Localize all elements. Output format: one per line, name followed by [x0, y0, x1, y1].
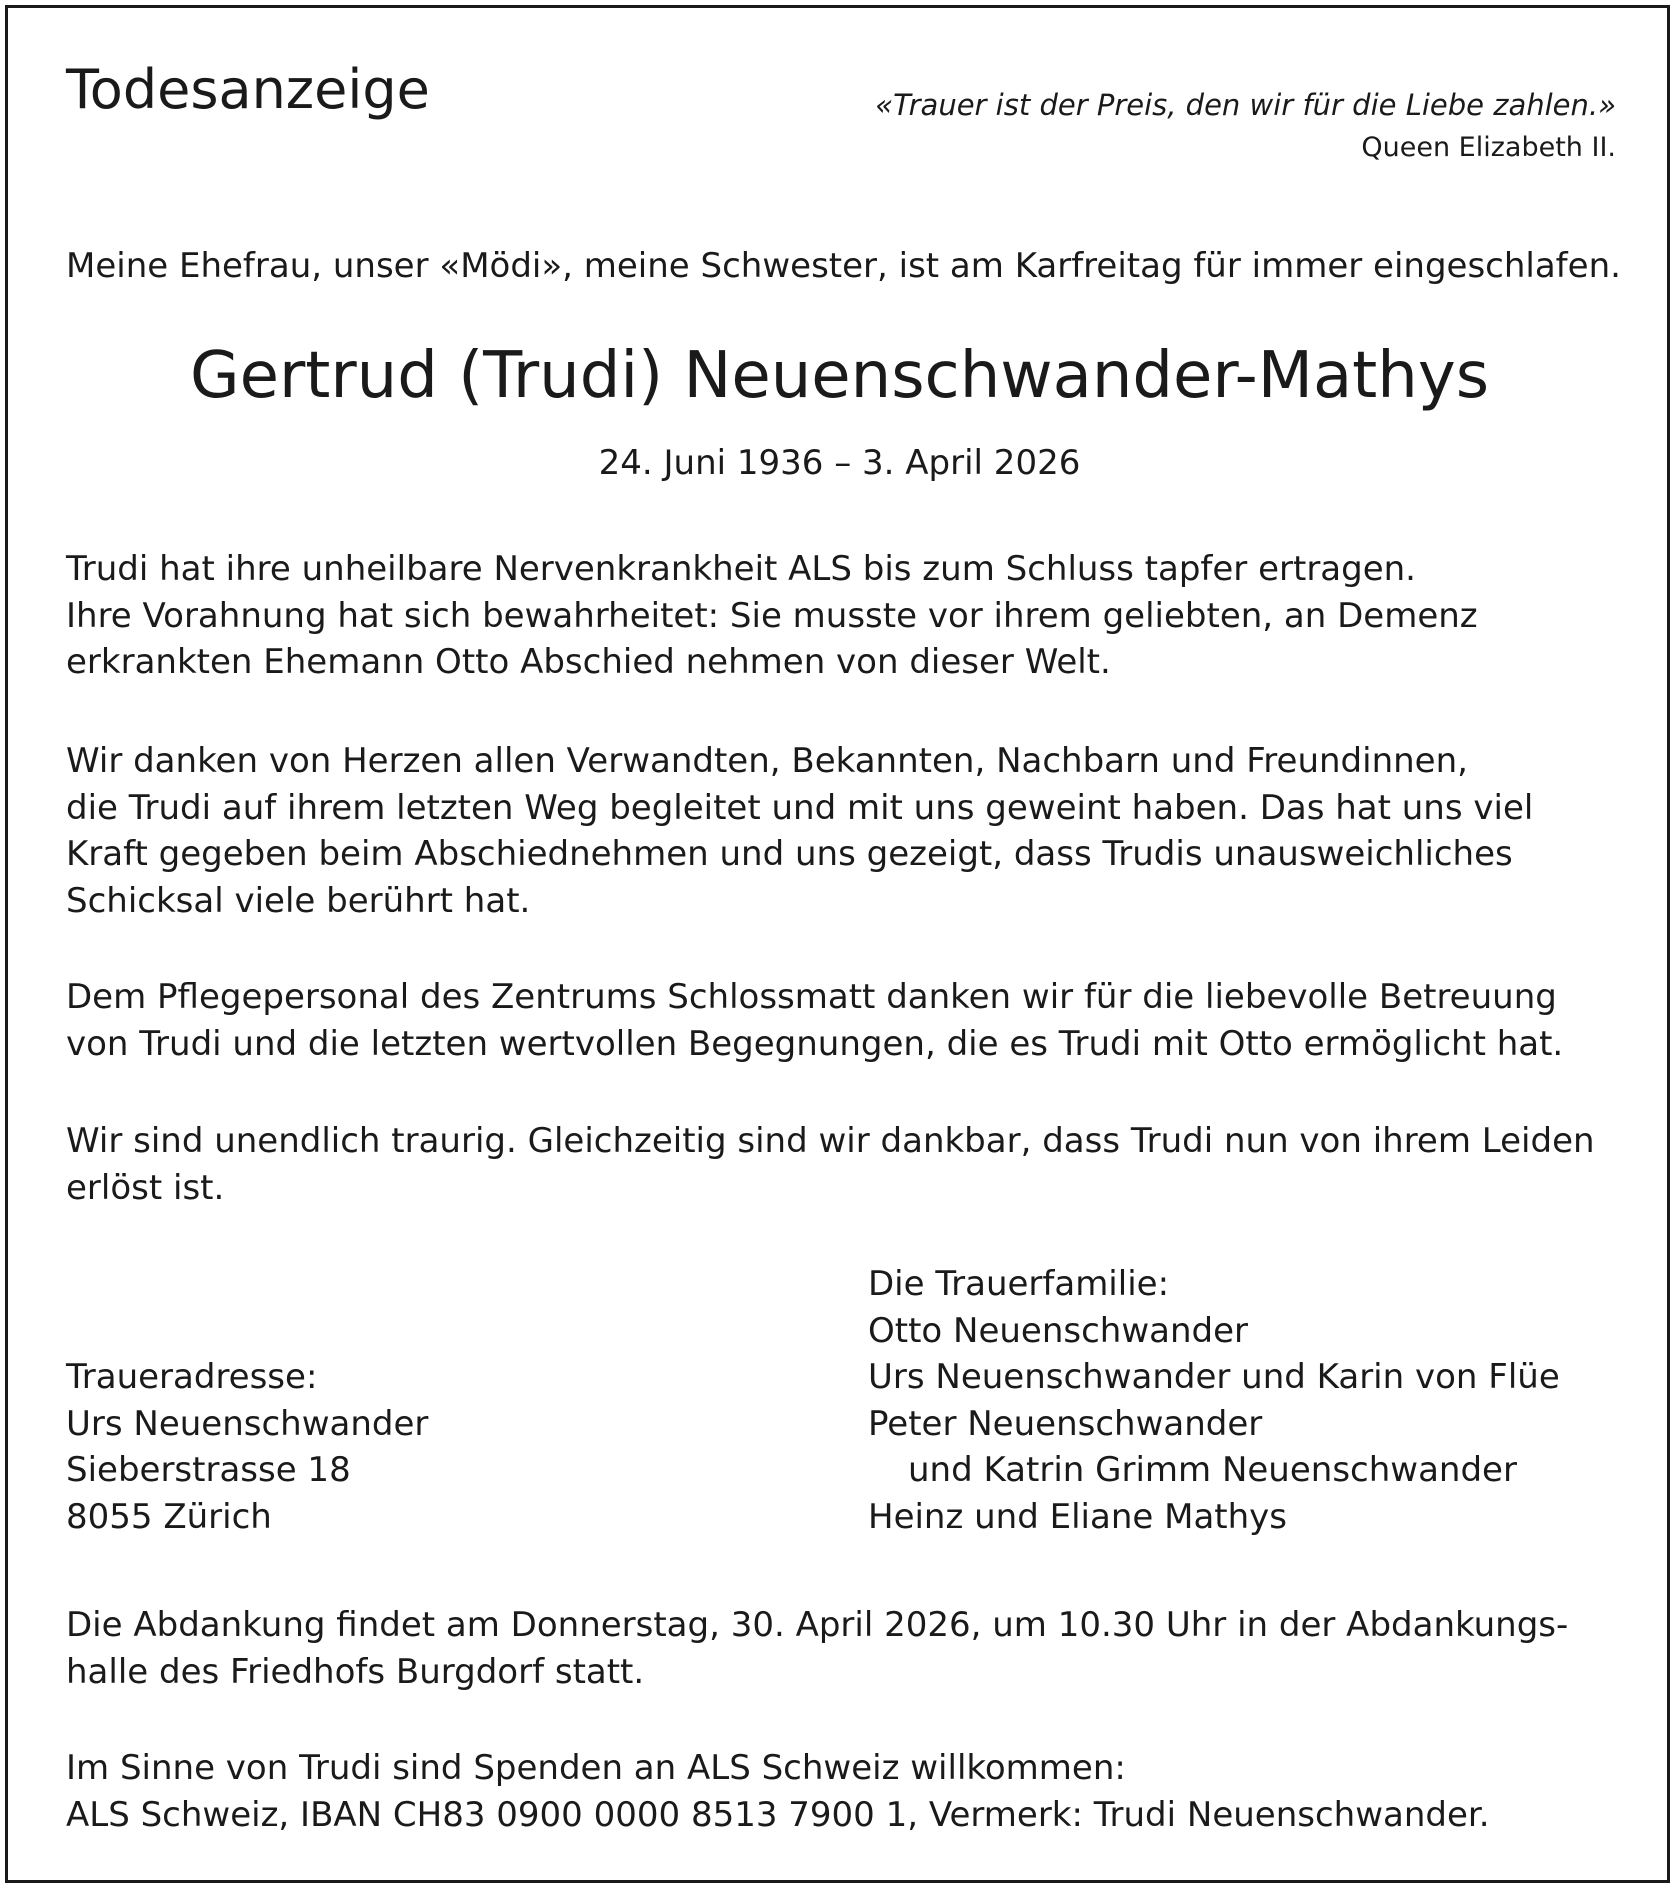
intro-text: Meine Ehefrau, unser «Mödi», meine Schwester, ist am Karfreitag für immer eingeschlafen. — [66, 246, 1621, 286]
family-member: Urs Neuenschwander und Karin von Flüe — [868, 1357, 1560, 1397]
family-member: und Katrin Grimm Neuenschwander — [908, 1450, 1517, 1490]
text-line: Schicksal viele berührt hat. — [66, 880, 531, 921]
paragraph-care-staff — [66, 974, 1563, 1067]
text-line: Wir danken von Herzen allen Verwandten, Bekannten, Nachbarn und Freundinnen, — [66, 741, 1468, 781]
text-line: Trudi hat ihre unheilbare Nervenkrankheit ALS bis zum Schluss tapfer ertragen. — [66, 549, 1416, 589]
text-line: Die Abdankung findet am Donnerstag, 30. April 2026, um 10.30 Uhr in der Abdankungs- — [66, 1605, 1569, 1645]
mourning-address — [66, 1354, 428, 1540]
donation-info — [66, 1745, 1490, 1838]
text-line: ALS Schweiz, IBAN CH83 0900 0000 8513 7900 1, Vermerk: Trudi Neuenschwander. — [66, 1794, 1490, 1835]
text-line: halle des Friedhofs Burgdorf statt. — [66, 1651, 645, 1692]
paragraph-thanks — [66, 738, 1533, 924]
address-line: Sieberstrasse 18 — [66, 1450, 351, 1490]
text-line: erlöst ist. — [66, 1167, 225, 1208]
text-line: Dem Pflegepersonal des Zentrums Schlossmatt danken wir für die liebevolle Betreuung — [66, 977, 1557, 1017]
text-line: von Trudi und die letzten wertvollen Begegnungen, die es Trudi mit Otto ermöglicht hat. — [66, 1023, 1564, 1064]
text-line: die Trudi auf ihrem letzten Weg begleitet und mit uns geweint haben. Das hat uns viel — [66, 787, 1534, 828]
family-member: Otto Neuenschwander — [868, 1310, 1249, 1351]
paragraph-illness — [66, 546, 1478, 686]
text-line: Im Sinne von Trudi sind Spenden an ALS Schweiz willkommen: — [66, 1748, 1126, 1788]
family-member: Peter Neuenschwander — [868, 1403, 1263, 1444]
life-dates: 24. Juni 1936 – 3. April 2026 — [598, 443, 1081, 483]
text-line: erkrankten Ehemann Otto Abschied nehmen von dieser Welt. — [66, 642, 1111, 682]
text-line: Ihre Vorahnung hat sich bewahrheitet: Sie musste vor ihrem geliebten, an Demenz — [66, 595, 1478, 636]
quote: «Trauer ist der Preis, den wir für die Liebe zahlen.» — [875, 88, 1616, 122]
paragraph-grief — [66, 1118, 1595, 1211]
family-member: Heinz und Eliane Mathys — [868, 1496, 1287, 1537]
deceased-name: Gertrud (Trudi) Neuenschwander-Mathys — [189, 339, 1490, 413]
ceremony-info — [66, 1602, 1568, 1695]
address-label: Traueradresse: — [66, 1357, 318, 1397]
family-label: Die Trauerfamilie: — [868, 1264, 1170, 1304]
address-line: 8055 Zürich — [66, 1496, 272, 1537]
text-line: Wir sind unendlich traurig. Gleichzeitig sind wir dankbar, dass Trudi nun von ihrem Leiden — [66, 1121, 1595, 1161]
page-title: Todesanzeige — [66, 58, 430, 121]
quote-author: Queen Elizabeth II. — [1361, 132, 1616, 163]
text-line: Kraft gegeben beim Abschiednehmen und uns gezeigt, dass Trudis unausweichliches — [66, 834, 1513, 874]
mourning-family — [868, 1261, 1560, 1540]
address-line: Urs Neuenschwander — [66, 1403, 429, 1444]
